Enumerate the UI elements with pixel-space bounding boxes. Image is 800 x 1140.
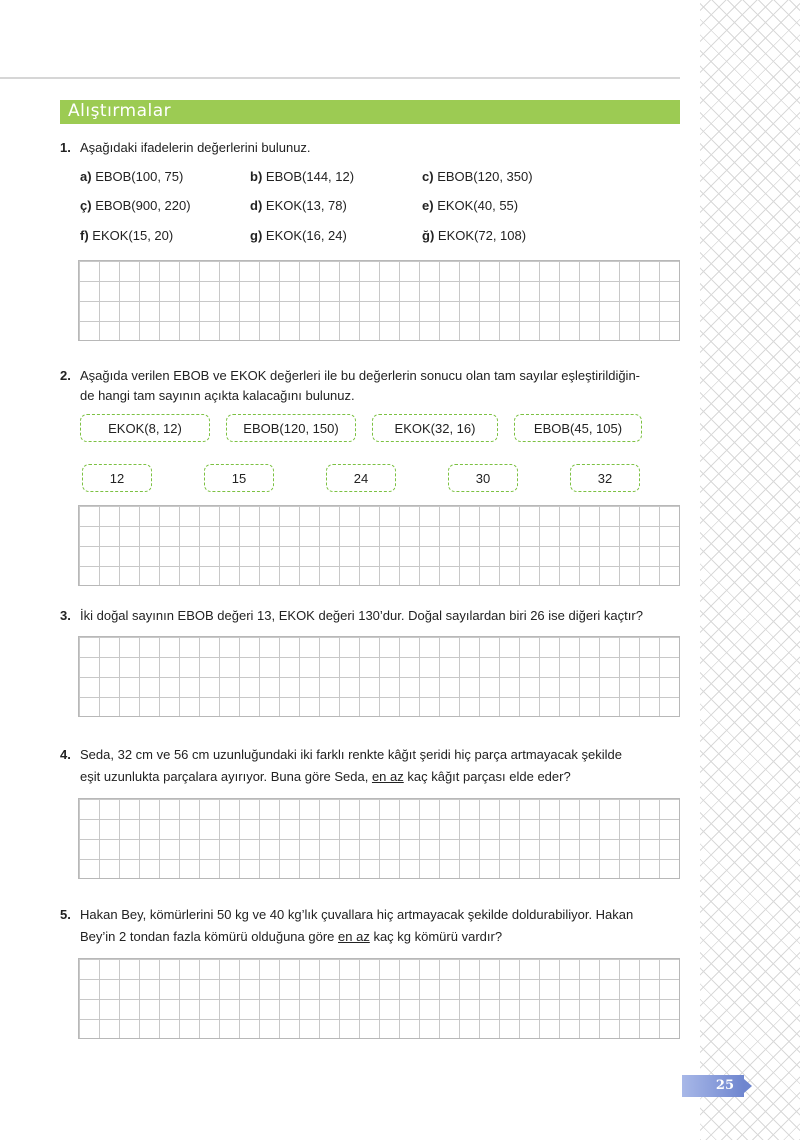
question-3 xyxy=(60,606,643,626)
q1-item-g: g) EKOK(16, 24) xyxy=(250,228,347,243)
answer-grid-3[interactable] xyxy=(78,636,680,717)
q1-item-gg: ğ) EKOK(72, 108) xyxy=(422,228,527,243)
page-number: 25 xyxy=(715,1078,734,1093)
emphasis-underline: en az xyxy=(371,769,404,784)
section-header xyxy=(60,100,680,124)
question-number: 1. xyxy=(60,140,71,155)
q1-item-c: c) EBOB(120, 350) xyxy=(422,169,533,184)
question-number: 4. xyxy=(60,747,71,762)
question-text: Aşağıdaki ifadelerin değerlerini bulunuz. xyxy=(80,140,311,155)
question-2-line2: de hangi tam sayının açıkta kalacağını bulunuz. xyxy=(80,388,355,403)
number-card[interactable]: 30 xyxy=(448,464,518,492)
question-2 xyxy=(60,366,640,386)
section-title: Alıştırmalar xyxy=(68,101,172,121)
q1-item-f: f) EKOK(15, 20) xyxy=(80,228,174,243)
q1-item-a: a) EBOB(100, 75) xyxy=(80,169,184,184)
number-card[interactable]: 24 xyxy=(326,464,396,492)
expression-card[interactable]: EKOK(32, 16) xyxy=(372,414,498,442)
top-rule xyxy=(0,77,680,79)
number-card[interactable]: 32 xyxy=(570,464,640,492)
number-card[interactable]: 15 xyxy=(204,464,274,492)
answer-grid-5[interactable] xyxy=(78,958,680,1039)
question-5 xyxy=(60,905,633,925)
question-4-line2: eşit uzunlukta parçalara ayırıyor. Buna göre Seda, en az kaç kâğıt parçası elde eder? xyxy=(80,769,571,784)
expression-card[interactable]: EBOB(120, 150) xyxy=(226,414,356,442)
question-number: 3. xyxy=(60,608,71,623)
question-number: 5. xyxy=(60,907,71,922)
question-text-line1: Hakan Bey, kömürlerini 50 kg ve 40 kg’lık çuvallara hiç artmayacak şekilde doldurabiliyor. Hakan xyxy=(80,907,634,922)
question-4 xyxy=(60,745,622,765)
question-text: İki doğal sayının EBOB değeri 13, EKOK değeri 130’dur. Doğal sayılardan biri 26 ise diğeri kaçtır? xyxy=(80,608,643,623)
expression-card[interactable]: EBOB(45, 105) xyxy=(514,414,642,442)
q1-item-e: e) EKOK(40, 55) xyxy=(422,198,519,213)
page-number-tab xyxy=(682,1075,744,1097)
answer-grid-1[interactable] xyxy=(78,260,680,341)
question-text-line1: Aşağıda verilen EBOB ve EKOK değerleri ile bu değerlerin sonucu olan tam sayılar eşleştirildiğin- xyxy=(80,368,641,383)
question-number: 2. xyxy=(60,368,71,383)
answer-grid-2[interactable] xyxy=(78,505,680,586)
q1-item-cc: ç) EBOB(900, 220) xyxy=(80,198,191,213)
q1-item-d: d) EKOK(13, 78) xyxy=(250,198,347,213)
expression-card[interactable]: EKOK(8, 12) xyxy=(80,414,210,442)
question-5-line2: Bey’in 2 tondan fazla kömürü olduğuna göre en az kaç kg kömürü vardır? xyxy=(80,929,503,944)
answer-grid-4[interactable] xyxy=(78,798,680,879)
emphasis-underline: en az xyxy=(338,929,370,944)
question-text-line1: Seda, 32 cm ve 56 cm uzunluğundaki iki farklı renkte kâğıt şeridi hiç parça artmayacak şekilde xyxy=(80,747,622,762)
question-1 xyxy=(60,138,311,158)
number-card[interactable]: 12 xyxy=(82,464,152,492)
side-pattern xyxy=(700,0,800,1140)
q1-item-b: b) EBOB(144, 12) xyxy=(250,169,355,184)
